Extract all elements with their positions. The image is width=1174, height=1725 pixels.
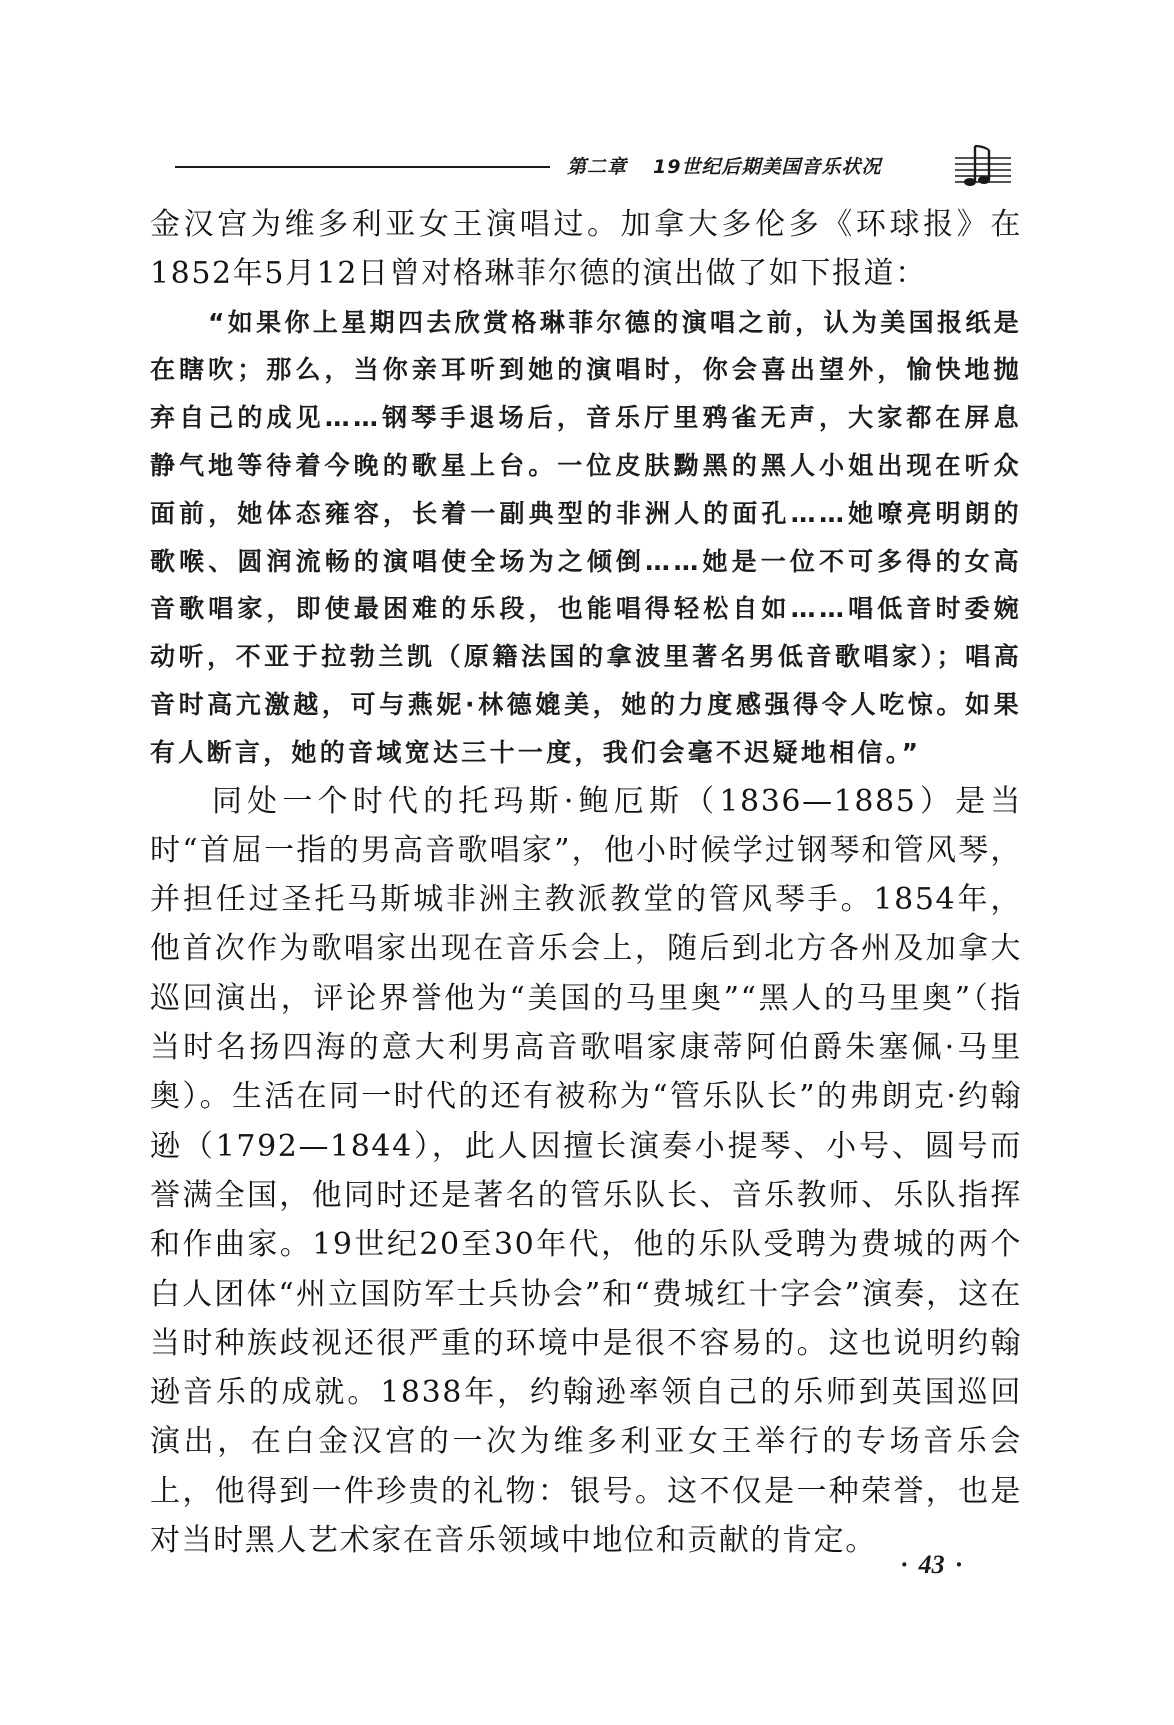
folio-dot-left: · — [900, 1550, 909, 1579]
paragraph-main: 同处一个时代的托玛斯·鲍厄斯（1836—1885）是当时“首屈一指的男高音歌唱家”，他小时候学过钢琴和管风琴，并担任过圣托马斯城非洲主教派教堂的管风琴手。1854年，他首次作为歌唱家出现在音乐会上，随后到北方各州及加拿大巡回演出，评论界誉他为“美国的马里奥”“黑人的马里奥”（指当时名扬四海的意大利男高音歌唱家康蒂阿伯爵朱塞佩·马里奥）。生活在同一时代的还有被称为“管乐队长”的弗朗克·约翰逊（1792—1844），此人因擅长演奏小提琴、小号、圆号而誉满全国，他同时还是著名的管乐队长、音乐教师、乐队指挥和作曲家。19世纪20至30年代，他的乐队受聘为费城的两个白人团体“州立国防军士兵协会”和“费城红十字会”演奏，这在当时种族歧视还很严重的环境中是很不容易的。这也说明约翰逊音乐的成就。1838年，约翰逊率领自己的乐师到英国巡回演出，在白金汉宫的一次为维多利亚女王举行的专场音乐会上，他得到一件珍贵的礼物：银号。这不仅是一种荣誉，也是对当时黑人艺术家在音乐领域中地位和贡献的肯定。 — [150, 783, 1022, 1559]
header-title — [567, 152, 881, 179]
body-text — [150, 200, 1022, 1565]
folio-dot-right: · — [954, 1550, 964, 1579]
chapter-title: 19世纪后期美国音乐状况 — [653, 156, 882, 178]
music-staff-icon — [953, 142, 1013, 186]
chapter-label: 第二章 — [567, 156, 628, 178]
page-number-value: 43 — [918, 1550, 945, 1579]
header-rule — [175, 166, 550, 168]
page-number — [890, 1550, 973, 1580]
newspaper-quote: “如果你上星期四去欣赏格琳菲尔德的演唱之前，认为美国报纸是在瞎吹；那么，当你亲耳听到她的演唱时，你会喜出望外，愉快地抛弃自己的成见……钢琴手退场后，音乐厅里鸦雀无声，大家都在屏息静气地等待着今晚的歌星上台。一位皮肤黝黑的黑人小姐出现在听众面前，她体态雍容，长着一副典型的非洲人的面孔……她嘹亮明朗的歌喉、圆润流畅的演唱使全场为之倾倒……她是一位不可多得的女高音歌唱家，即使最困难的乐段，也能唱得轻松自如……唱低音时委婉动听，不亚于拉勃兰凯（原籍法国的拿波里著名男低音歌唱家）；唱高音时高亢激越，可与燕妮·林德媲美，她的力度感强得令人吃惊。如果有人断言，她的音域宽达三十一度，我们会毫不迟疑地相信。” — [150, 307, 1022, 767]
paragraph-continued: 金汉宫为维多利亚女王演唱过。加拿大多伦多《环球报》在1852年5月12日曾对格琳菲尔德的演出做了如下报道： — [150, 207, 1022, 292]
running-header — [175, 148, 1025, 188]
